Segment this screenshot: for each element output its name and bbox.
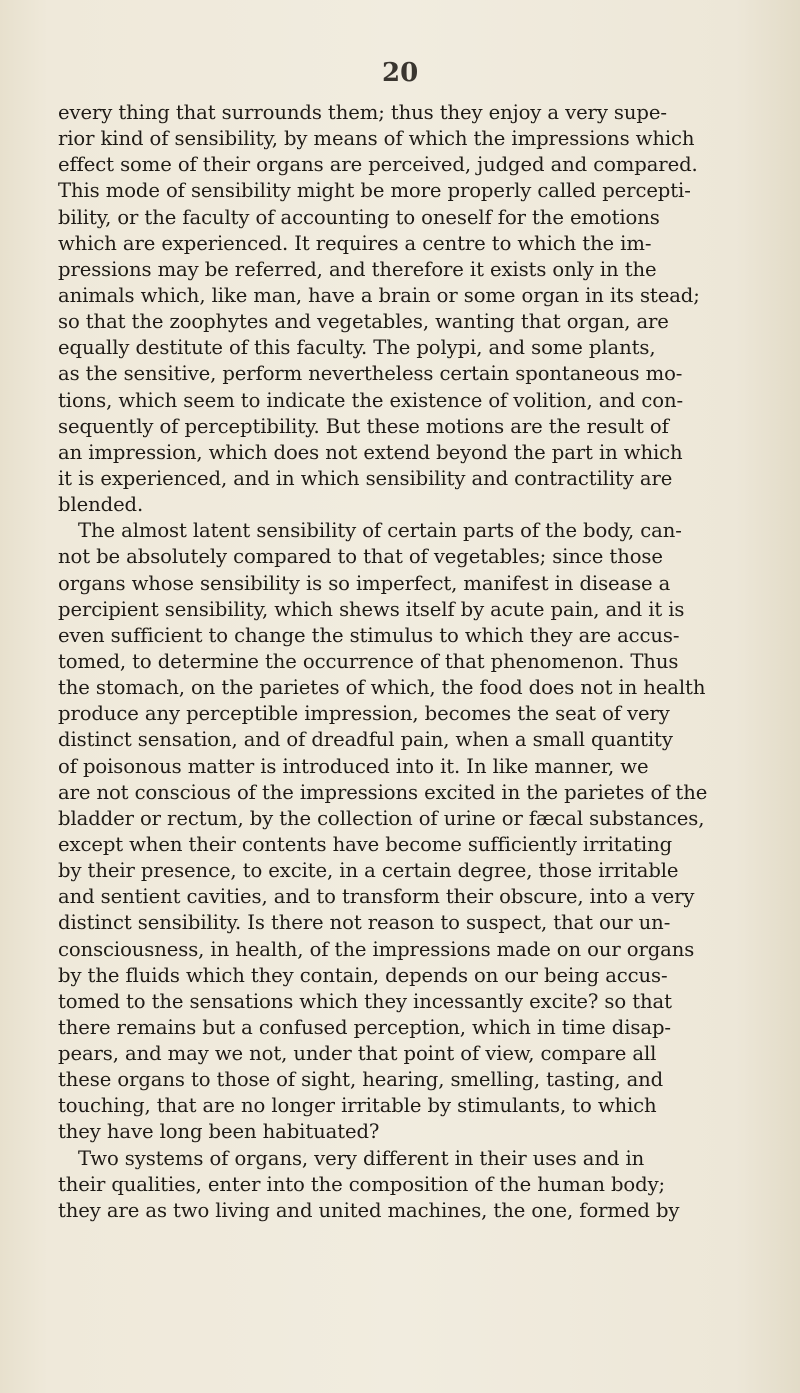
text-line: except when their contents have become sufficiently irritating [58,832,673,856]
text-line: it is experienced, and in which sensibility and contractility are [58,466,673,490]
text-line: distinct sensibility. Is there not reason to suspect, that our un- [58,911,671,935]
text-line: the stomach, on the parietes of which, the food does not in health [58,676,706,700]
text-line: distinct sensation, and of dreadful pain, when a small quantity [58,728,673,752]
paragraph-start-line: Two systems of organs, very different in their uses and in [78,1146,645,1170]
text-line: consciousness, in health, of the impressions made on our organs [58,937,695,961]
text-line: sequently of perceptibility. But these motions are the result of [58,414,669,438]
text-line: every thing that surrounds them; thus they enjoy a very supe- [58,101,667,124]
text-line: percipient sensibility, which shews itself by acute pain, and it is [58,597,685,621]
text-line: touching, that are no longer irritable by stimulants, to which [58,1094,657,1118]
text-line: and sentient cavities, and to transform their obscure, into a very [58,885,695,909]
text-line: blended. [58,493,144,517]
text-line: tomed, to determine the occurrence of that phenomenon. Thus [58,649,679,673]
text-line: of poisonous matter is introduced into it. In like manner, we [58,754,649,778]
text-line: there remains but a confused perception, which in time disap- [58,1015,671,1039]
text-line: by the fluids which they contain, depends on our being accus- [58,963,668,987]
text-line: pressions may be referred, and therefore it exists only in the [58,257,657,281]
text-line: by their presence, to excite, in a certain degree, those irritable [58,859,679,883]
text-line: tomed to the sensations which they incessantly excite? so that [58,989,672,1013]
text-line: which are experienced. It requires a centre to which the im- [58,231,652,255]
text-line: their qualities, enter into the composition of the human body; [58,1172,666,1196]
text-line: tions, which seem to indicate the existence of volition, and con- [58,388,683,412]
page-number: 20 [382,58,419,88]
text-line: they have long been habituated? [58,1120,380,1144]
text-line: these organs to those of sight, hearing, smelling, tasting, and [58,1068,664,1092]
text-line: equally destitute of this faculty. The polypi, and some plants, [58,336,656,360]
text-line: an impression, which does not extend beyond the part in which [58,440,683,464]
text-line: organs whose sensibility is so imperfect, manifest in disease a [58,571,671,595]
text-line: effect some of their organs are perceived, judged and compared. [58,153,698,177]
text-line: rior kind of sensibility, by means of which the impressions which [58,127,695,151]
text-line: pears, and may we not, under that point of view, compare all [58,1042,657,1066]
text-line: even sufficient to change the stimulus to which they are accus- [58,623,680,647]
body-text [58,100,774,1224]
text-line: not be absolutely compared to that of vegetables; since those [58,545,663,569]
text-line: so that the zoophytes and vegetables, wanting that organ, are [58,310,669,334]
text-line: they are as two living and united machines, the one, formed by [58,1198,680,1222]
paragraph-start-line: The almost latent sensibility of certain parts of the body, can- [78,519,682,543]
text-line: are not conscious of the impressions excited in the parietes of the [58,780,708,804]
text-line: produce any perceptible impression, becomes the seat of very [58,702,670,726]
text-line: This mode of sensibility might be more properly called percepti- [58,179,691,203]
text-line: bility, or the faculty of accounting to oneself for the emotions [58,205,660,229]
text-line: animals which, like man, have a brain or some organ in its stead; [58,283,700,307]
text-line: bladder or rectum, by the collection of urine or fæcal substances, [58,806,705,830]
text-line: as the sensitive, perform nevertheless certain spontaneous mo- [58,362,683,386]
